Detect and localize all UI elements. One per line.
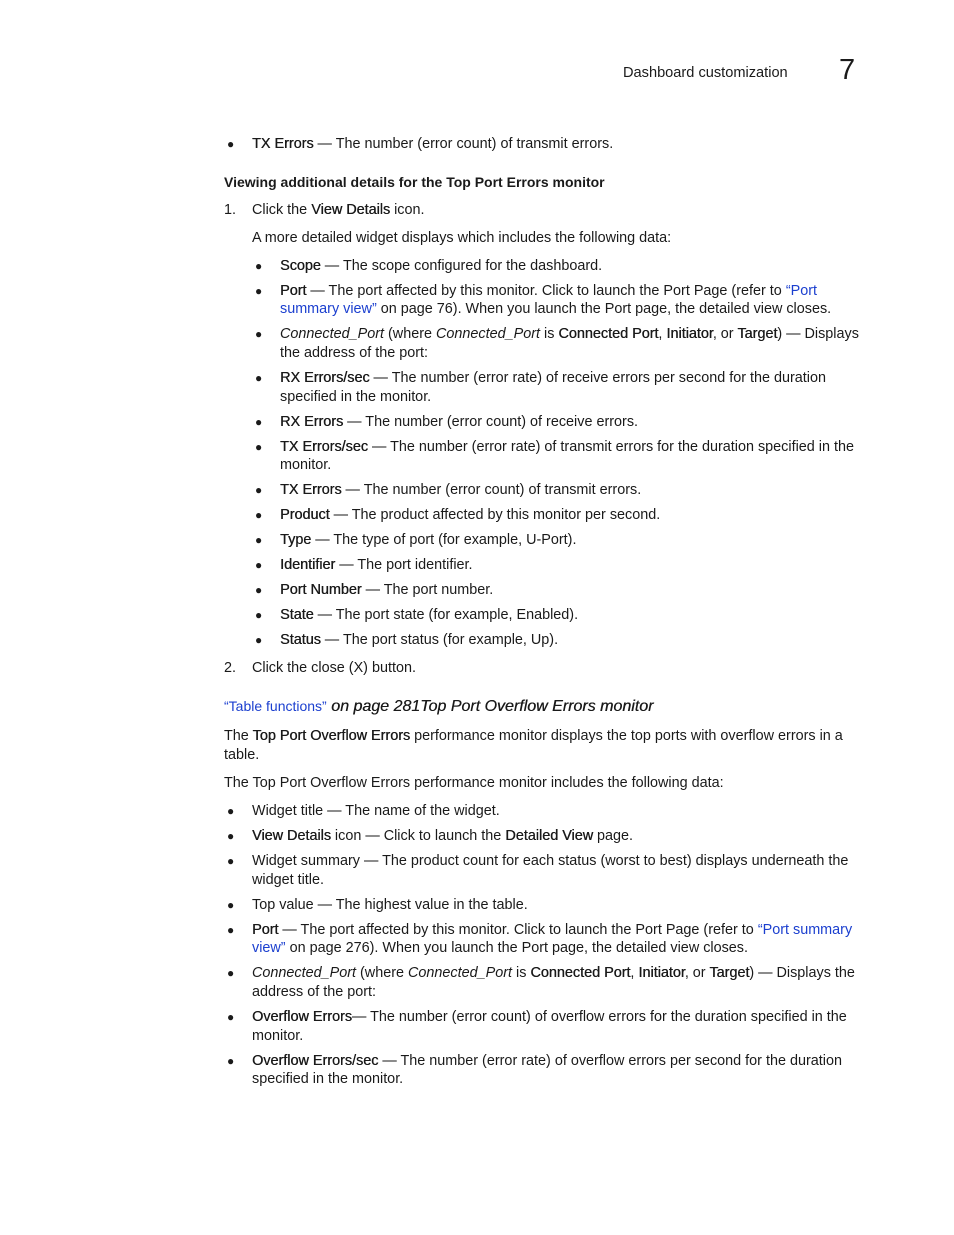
view-details-term: View Details: [311, 202, 391, 218]
bullet-icon: ●: [255, 583, 263, 597]
term: RX Errors: [280, 414, 344, 430]
bullet-icon: ●: [255, 508, 263, 522]
text: is: [540, 326, 559, 342]
list-item: Widget title — The name of the widget.: [252, 803, 500, 819]
port-summary-link[interactable]: view”: [252, 940, 286, 956]
description: — The number (error count) of transmit errors.: [341, 482, 642, 498]
term: Overflow Errors/sec: [252, 1053, 379, 1069]
list-item: [280, 481, 641, 499]
port-summary-link[interactable]: summary view”: [280, 301, 377, 317]
list-item: [280, 631, 558, 649]
step-text-post: icon.: [390, 202, 425, 218]
list-item: [280, 413, 638, 431]
step-text: [252, 201, 425, 219]
text: page.: [593, 828, 634, 844]
term: Port: [252, 922, 279, 938]
description: — The port affected by this monitor. Click to launch the Port Page (refer to: [306, 283, 786, 299]
list-item: [252, 921, 852, 939]
text: ) — Displays the: [749, 965, 855, 981]
step-number: 1.: [224, 202, 237, 218]
text: , or: [712, 326, 738, 342]
list-item-continuation: [252, 939, 748, 957]
text: , or: [684, 965, 710, 981]
text: is: [512, 965, 531, 981]
list-item: [280, 325, 859, 343]
description: — The number (error rate) of receive errors per second for the duration: [369, 370, 827, 386]
list-item: [280, 438, 854, 456]
bullet-icon: ●: [227, 854, 235, 868]
bullet-icon: ●: [255, 284, 263, 298]
port-summary-link[interactable]: “Port summary: [757, 922, 853, 938]
term: Type: [280, 532, 312, 548]
description: on page 276). When you launch the Port page, the detailed view closes.: [285, 940, 748, 956]
bullet-icon: ●: [227, 923, 235, 937]
list-item-continuation: the address of the port:: [280, 345, 428, 361]
term: Port: [280, 283, 307, 299]
table-functions-link[interactable]: “Table functions”: [224, 698, 327, 714]
description: — The number (error count) of receive errors.: [343, 414, 639, 430]
description: — The number (error rate) of transmit errors for the duration specified in the: [367, 439, 854, 455]
text: ,: [658, 326, 667, 342]
intro-paragraph-continuation: table.: [224, 747, 260, 763]
list-item-continuation: monitor.: [252, 1028, 304, 1044]
topic-title: on page 281Top Port Overflow Errors monitor: [326, 698, 654, 715]
text: ) — Displays: [777, 326, 859, 342]
list-item: [280, 257, 602, 275]
term: Product: [280, 507, 330, 523]
description: — The port identifier.: [335, 557, 473, 573]
text: icon — Click to launch the: [330, 828, 506, 844]
list-item: [252, 964, 855, 982]
description: — The scope configured for the dashboard.: [320, 258, 603, 274]
list-item: [280, 506, 660, 524]
bullet-icon: ●: [255, 259, 263, 273]
bullet-icon: ●: [227, 829, 235, 843]
description: — The port affected by this monitor. Click to launch the Port Page (refer to: [278, 922, 758, 938]
term: Scope: [280, 258, 321, 274]
description: — The number (error count) of overflow errors for the duration specified in the: [351, 1009, 847, 1025]
term: RX Errors/sec: [280, 370, 370, 386]
bullet-icon: ●: [255, 633, 263, 647]
port-summary-link[interactable]: “Port: [785, 283, 817, 299]
bullet-icon: ●: [255, 440, 263, 454]
term: Detailed View: [505, 828, 594, 844]
list-item: [252, 135, 613, 153]
intro-paragraph: The Top Port Overflow Errors performance monitor includes the following data:: [224, 775, 724, 791]
term: TX Errors/sec: [280, 439, 368, 455]
option: Connected Port: [530, 965, 631, 981]
list-item: [280, 606, 578, 624]
option: Initiator: [666, 326, 713, 342]
variable: Connected_Port: [280, 326, 385, 342]
list-item: Top value — The highest value in the table.: [252, 897, 528, 913]
term: TX Errors: [280, 482, 342, 498]
step-intro: A more detailed widget displays which includes the following data:: [252, 230, 672, 246]
bullet-icon: ●: [227, 804, 235, 818]
list-item: [280, 531, 576, 549]
variable: Connected_Port: [436, 326, 541, 342]
option: Target: [737, 326, 778, 342]
intro-paragraph: [224, 727, 843, 745]
bullet-icon: ●: [227, 966, 235, 980]
variable: Connected_Port: [408, 965, 513, 981]
term: Overflow Errors: [252, 1009, 352, 1025]
list-item-continuation: specified in the monitor.: [252, 1071, 404, 1087]
description: — The number (error count) of transmit errors.: [313, 136, 614, 152]
description: — The type of port (for example, U-Port).: [311, 532, 577, 548]
option: Initiator: [638, 965, 685, 981]
option: Connected Port: [558, 326, 659, 342]
list-item-continuation: [280, 300, 831, 318]
list-item: [252, 1008, 847, 1026]
list-item: [252, 1052, 842, 1070]
list-item: [280, 369, 826, 387]
list-item: [280, 282, 817, 300]
running-header-title: Dashboard customization: [623, 65, 788, 81]
bullet-icon: ●: [255, 608, 263, 622]
text: The: [224, 728, 253, 744]
bullet-icon: ●: [227, 137, 235, 151]
chapter-number: 7: [839, 54, 856, 86]
term: Port Number: [280, 582, 362, 598]
list-item-continuation: widget title.: [252, 872, 324, 888]
list-item-continuation: monitor.: [280, 457, 332, 473]
list-item: [280, 581, 493, 599]
list-item: [252, 827, 633, 845]
bullet-icon: ●: [255, 415, 263, 429]
step-text: Click the close (X) button.: [252, 660, 416, 676]
bullet-icon: ●: [227, 1054, 235, 1068]
description: — The product affected by this monitor per second.: [329, 507, 661, 523]
variable: Connected_Port: [252, 965, 357, 981]
text: (where: [356, 965, 408, 981]
text: performance monitor displays the top ports with overflow errors in a: [410, 728, 843, 744]
bullet-icon: ●: [255, 483, 263, 497]
topic-heading: [224, 697, 653, 716]
term: Identifier: [280, 557, 336, 573]
bullet-icon: ●: [255, 371, 263, 385]
description: — The port status (for example, Up).: [320, 632, 559, 648]
bullet-icon: ●: [255, 558, 263, 572]
term: TX Errors: [252, 136, 314, 152]
term: Status: [280, 632, 321, 648]
description: on page 76). When you launch the Port page, the detailed view closes.: [376, 301, 832, 317]
description: — The port number.: [361, 582, 494, 598]
list-item: Widget summary — The product count for each status (worst to best) displays underneath the: [252, 853, 849, 869]
term: Top Port Overflow Errors: [252, 728, 411, 744]
list-item-continuation: address of the port:: [252, 984, 376, 1000]
list-item-continuation: specified in the monitor.: [280, 389, 432, 405]
term: View Details: [252, 828, 331, 844]
term: State: [280, 607, 314, 623]
description: — The port state (for example, Enabled).: [313, 607, 579, 623]
bullet-icon: ●: [227, 898, 235, 912]
text: ,: [630, 965, 639, 981]
bullet-icon: ●: [227, 1010, 235, 1024]
bullet-icon: ●: [255, 533, 263, 547]
list-item: [280, 556, 473, 574]
text: (where: [384, 326, 436, 342]
bullet-icon: ●: [255, 327, 263, 341]
step-number: 2.: [224, 660, 237, 676]
description: — The number (error rate) of overflow errors per second for the duration: [378, 1053, 842, 1069]
option: Target: [709, 965, 750, 981]
step-text-pre: Click the: [252, 202, 312, 218]
section-heading: Viewing additional details for the Top Port Errors monitor: [224, 174, 605, 190]
